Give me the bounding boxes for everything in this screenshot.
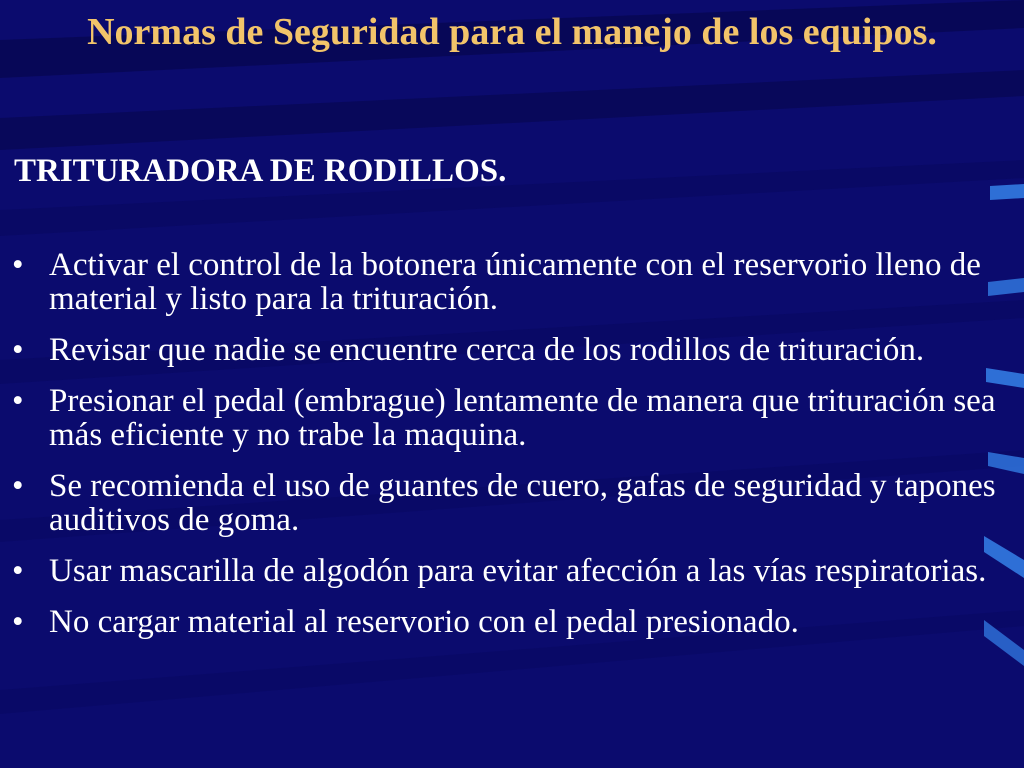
list-item-text: Se recomienda el uso de guantes de cuero, gafas de seguridad y tapones auditivos de goma. [49, 468, 996, 538]
list-item-text: Usar mascarilla de algodón para evitar afección a las vías respiratorias. [49, 553, 987, 589]
list-item-text: Presionar el pedal (embrague) lentamente de manera que trituración sea más eficiente y no trabe la maquina. [49, 383, 996, 453]
list-item-text: Activar el control de la botonera únicamente con el reservorio lleno de material y listo para la trituración. [49, 247, 981, 317]
list-item [8, 384, 998, 452]
list-item [8, 554, 998, 588]
bullet-marker: • [12, 383, 24, 419]
bullet-marker: • [12, 604, 24, 640]
bullet-marker: • [12, 332, 24, 368]
list-item [8, 248, 998, 316]
slide-title: Normas de Seguridad para el manejo de los equipos. [87, 11, 937, 53]
list-item [8, 333, 998, 367]
list-item-text: No cargar material al reservorio con el pedal presionado. [49, 604, 799, 640]
list-item [8, 605, 998, 639]
bullet-marker: • [12, 468, 24, 504]
bullet-list [8, 248, 998, 656]
section-heading: TRITURADORA DE RODILLOS. [14, 153, 507, 189]
bullet-marker: • [12, 553, 24, 589]
bullet-marker: • [12, 247, 24, 283]
list-item [8, 469, 998, 537]
list-item-text: Revisar que nadie se encuentre cerca de los rodillos de trituración. [49, 332, 925, 368]
